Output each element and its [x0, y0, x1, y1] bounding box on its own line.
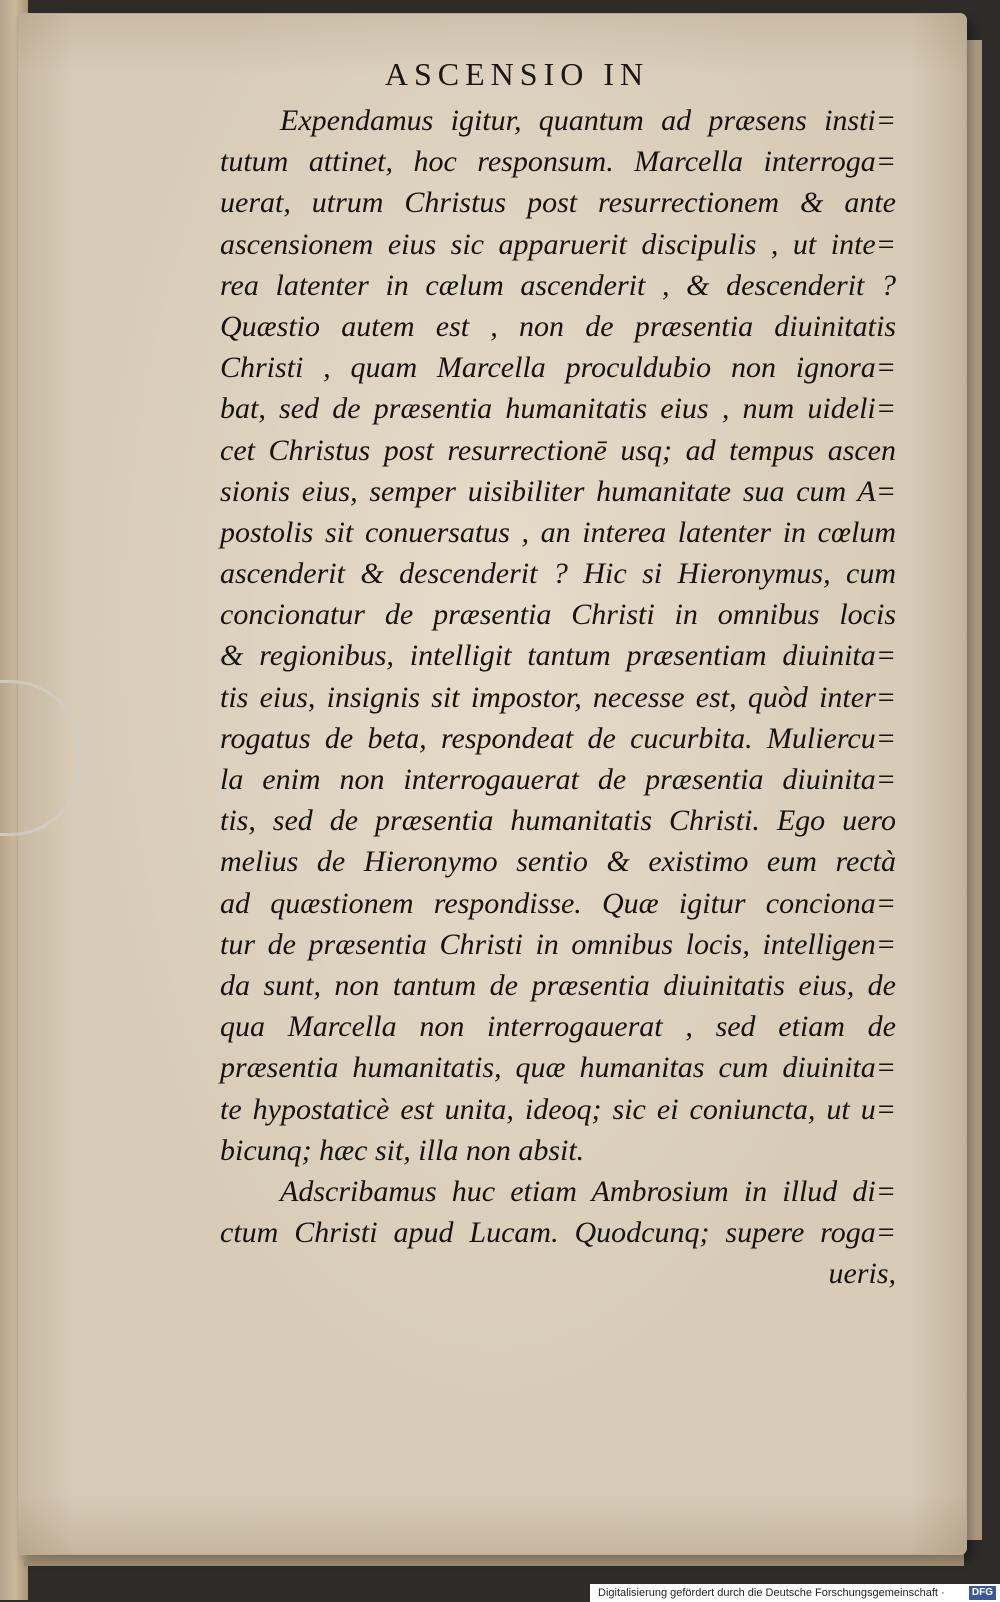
text-line: tis, sed de præsentia humanitatis Christi. Ego uero [220, 804, 896, 838]
text-line: Expendamus igitur, quantum ad præsens insti= [280, 104, 896, 137]
text-line: postolis sit conuersatus , an interea latenter in cœlum [220, 515, 896, 549]
text-line: ascenderit & descenderit ? Hic si Hieronymus, cum [220, 557, 896, 591]
text-line: melius de Hieronymo sentio & existimo eum rectà [220, 845, 896, 879]
text-line: ascensionem eius sic apparuerit discipulis , ut inte= [220, 227, 896, 261]
text-line: sionis eius, semper uisibiliter humanitate sua cum A= [220, 474, 896, 508]
text-line: uerat, utrum Christus post resurrectionem & ante [220, 186, 896, 220]
text-line: la enim non interrogauerat de præsentia diuinita= [220, 763, 896, 796]
text-line: cet Christus post resurrectionē usq; ad tempus ascen [220, 433, 896, 467]
credit-text: Digitalisierung gefördert durch die Deutsche Forschungsgemeinschaft · [598, 1587, 945, 1599]
text-line: rea latenter in cælum ascenderit , & descenderit ? [220, 268, 896, 302]
text-line: præsentia humanitatis, quæ humanitas cum diuinita= [220, 1051, 896, 1085]
text-line: tutum attinet, hoc responsum. Marcella interroga= [220, 145, 896, 179]
running-title: ASCENSIO IN [384, 56, 650, 92]
catchword: ueris, [828, 1257, 896, 1291]
text-line: tis eius, insignis sit impostor, necesse est, quòd inter= [220, 680, 896, 714]
text-line: bicunq; hæc sit, illa non absit. [220, 1133, 585, 1167]
text-line: te hypostaticè est unita, ideoq; sic ei coniuncta, ut u= [220, 1092, 896, 1126]
dfg-logo: DFG [969, 1586, 996, 1600]
text-line: tur de præsentia Christi in omnibus locis, intelligen= [220, 927, 896, 961]
text-line: Quæstio autem est , non de præsentia diuinitatis [220, 309, 896, 343]
text-line: ad quæstionem respondisse. Quæ igitur conciona= [220, 886, 896, 920]
text-line: qua Marcella non interrogauerat , sed etiam de [220, 1010, 896, 1044]
text-line: concionatur de præsentia Christi in omnibus locis [220, 598, 896, 632]
digitization-credit-bar [590, 1584, 1000, 1602]
body-text [220, 100, 896, 1294]
text-line: bat, sed de præsentia humanitatis eius , num uideli= [220, 392, 896, 426]
text-line: da sunt, non tantum de præsentia diuinitatis eius, de [220, 968, 896, 1002]
text-line: ctum Christi apud Lucam. Quodcunq; supere roga= [220, 1216, 896, 1250]
text-line: Christi , quam Marcella proculdubio non ignora= [220, 351, 896, 385]
text-line: & regionibus, intelligit tantum præsentiam diuinita= [220, 639, 896, 673]
text-line: rogatus de beta, respondeat de cucurbita. Muliercu= [220, 721, 896, 755]
text-line: Adscribamus huc etiam Ambrosium in illud di= [280, 1174, 896, 1208]
